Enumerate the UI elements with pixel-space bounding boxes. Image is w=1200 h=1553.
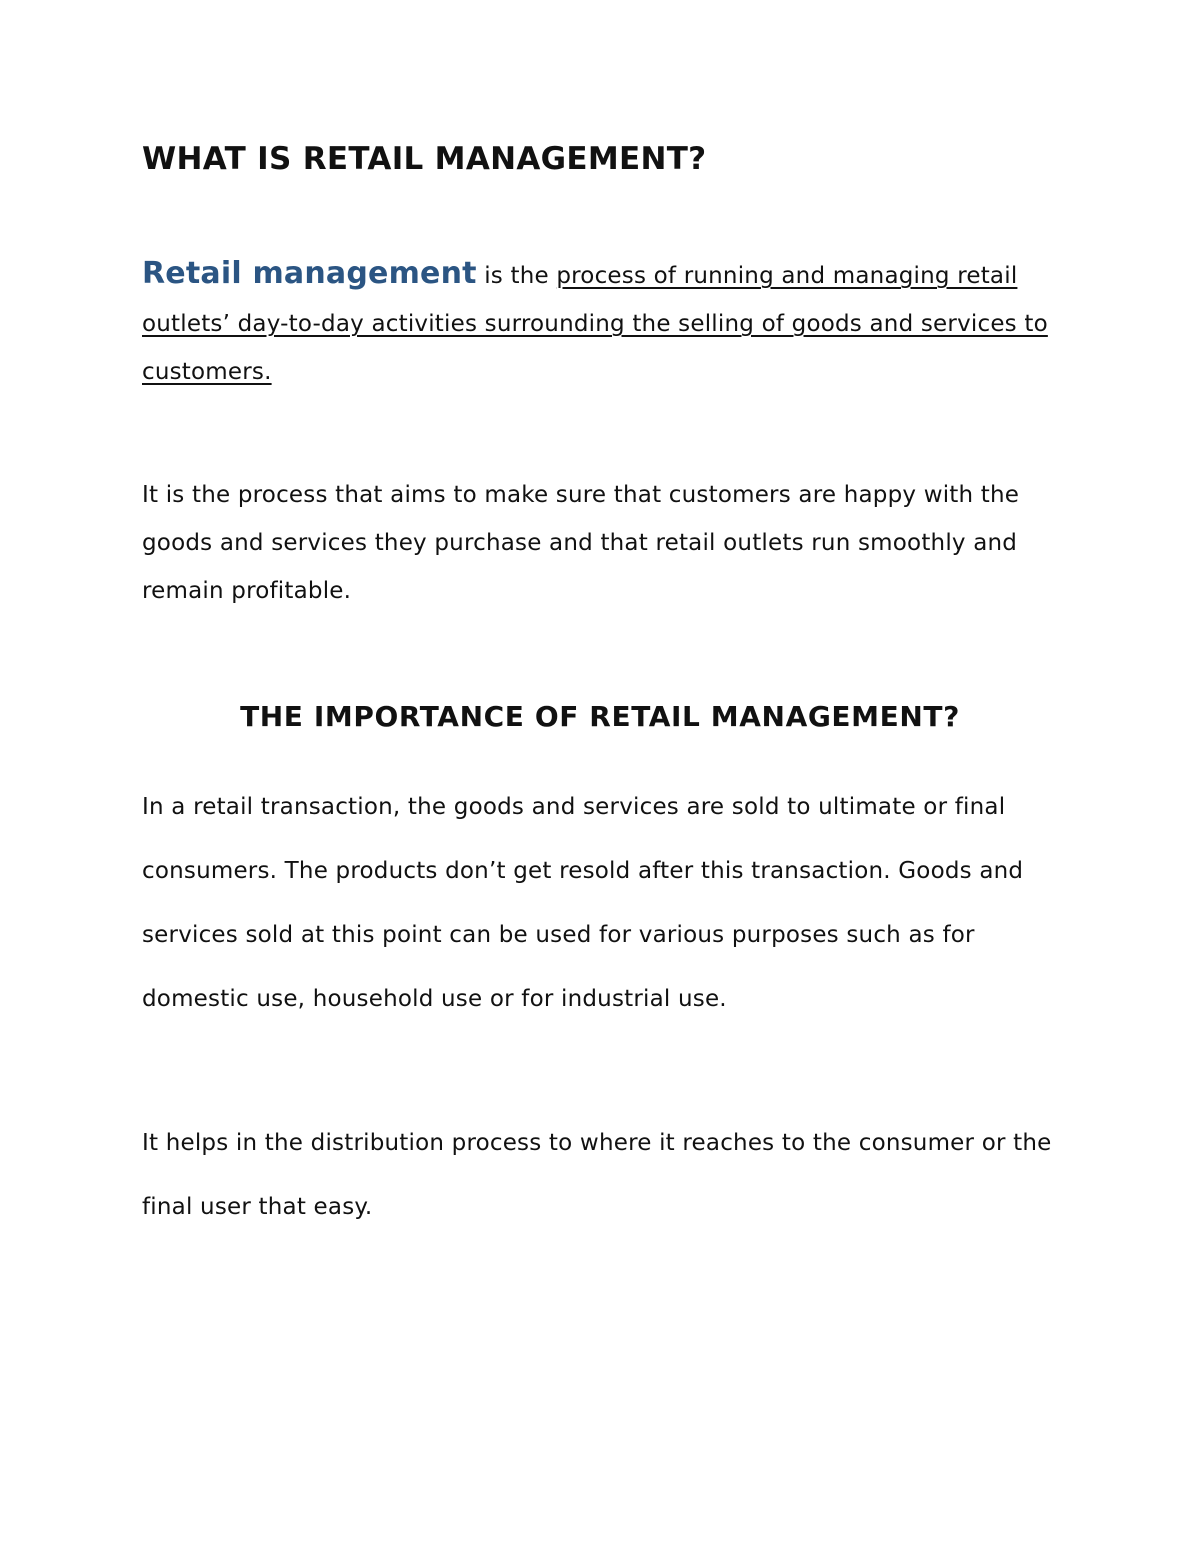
underlined-definition: process of running and managing retail outlets’ day-to-day activities surrounding the selling of goods and services to customers.: [142, 263, 1048, 385]
page-title: WHAT IS RETAIL MANAGEMENT?: [142, 141, 707, 177]
definition-paragraph: [142, 250, 1082, 396]
distribution-paragraph: It helps in the distribution process to where it reaches to the consumer or the final user that easy.: [142, 1130, 1052, 1220]
process-paragraph: It is the process that aims to make sure that customers are happy with the goods and services they purchase and that retail outlets run smoothly and remain profitable.: [142, 482, 1020, 604]
transaction-paragraph: In a retail transaction, the goods and services are sold to ultimate or final consumers. The products don’t get resold after this transaction. Goods and services sold at this point can be used for various purposes such as for domestic use, household use or for industrial use.: [142, 794, 1024, 1012]
defined-term: Retail management: [142, 256, 477, 291]
section-heading: THE IMPORTANCE OF RETAIL MANAGEMENT?: [240, 700, 960, 733]
definition-connector: is the: [476, 263, 557, 289]
